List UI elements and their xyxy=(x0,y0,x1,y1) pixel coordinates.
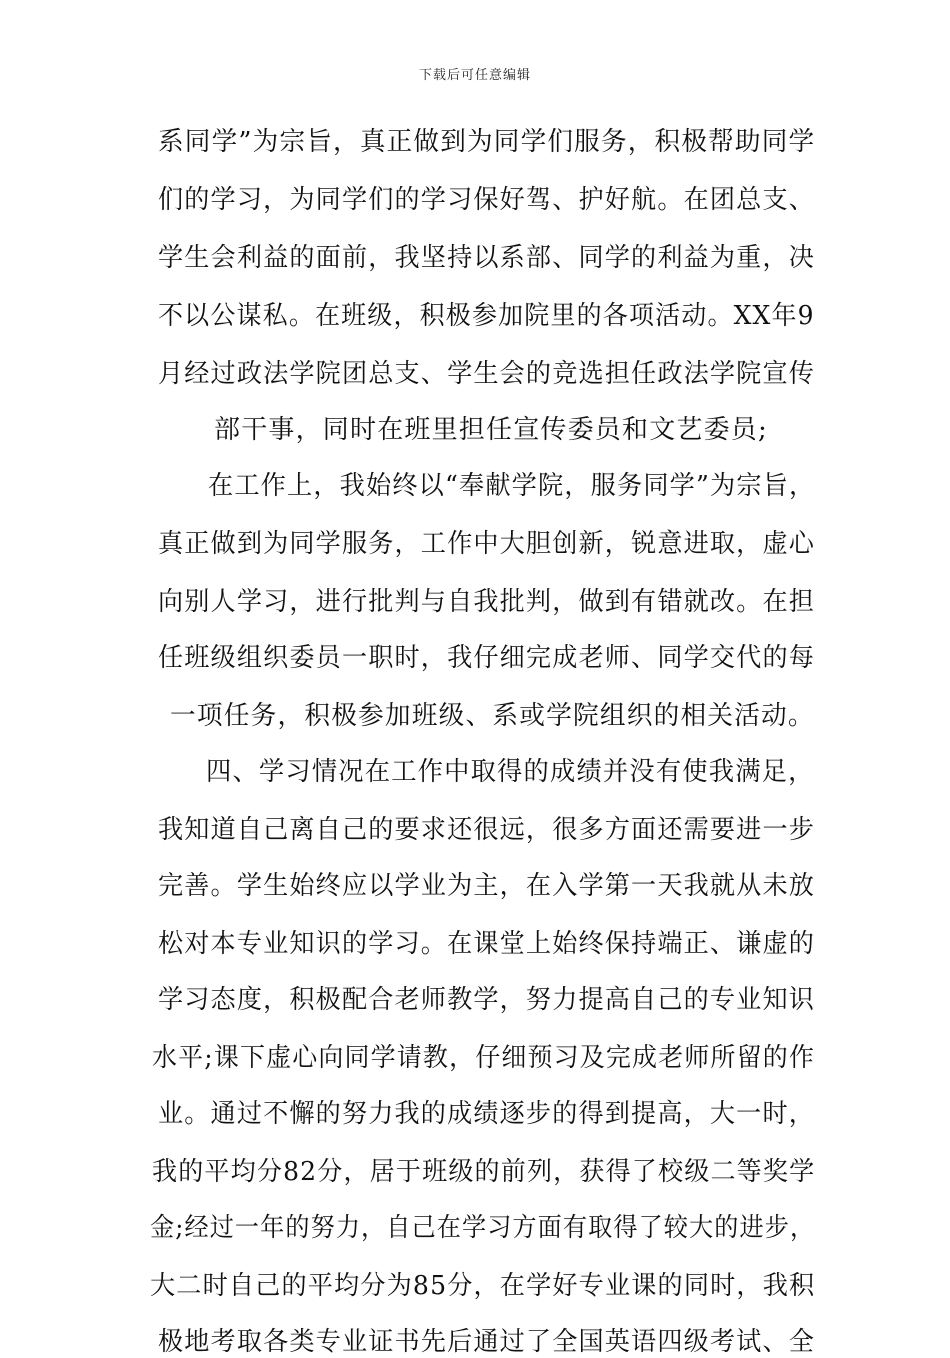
text-line: 业。通过不懈的努力我的成绩逐步的得到提高，大一时， xyxy=(158,1099,816,1129)
text-line: 极地考取各类专业证书先后通过了全国英语四级考试、全 xyxy=(158,1327,816,1357)
text-line: 学习态度，积极配合老师教学，努力提高自己的专业知识 xyxy=(158,985,816,1015)
text-line: 一项任务，积极参加班级、系或学院组织的相关活动。 xyxy=(170,701,815,731)
text-line: 们的学习，为同学们的学习保好驾、护好航。在团总支、 xyxy=(158,185,816,215)
text-line: 四、学习情况在工作中取得的成绩并没有使我满足， xyxy=(206,757,815,787)
text-line: 我知道自己离自己的要求还很远，很多方面还需要进一步 xyxy=(158,815,816,845)
text-line: 向别人学习，进行批判与自我批判，做到有错就改。在担 xyxy=(158,587,816,617)
text-line: 金;经过一年的努力，自己在学习方面有取得了较大的进步， xyxy=(150,1213,816,1243)
text-line: 不以公谋私。在班级，积极参加院里的各项活动。XX年9 xyxy=(158,301,815,331)
text-line: 大二时自己的平均分为85分，在学好专业课的同时，我积 xyxy=(150,1271,816,1301)
text-line: 在工作上，我始终以“奉献学院，服务同学”为宗旨， xyxy=(208,471,816,501)
text-line: 任班级组织委员一职时，我仔细完成老师、同学交代的每 xyxy=(158,643,816,673)
text-line: 完善。学生始终应以学业为主，在入学第一天我就从未放 xyxy=(158,871,816,901)
page-header-note: 下载后可任意编辑 xyxy=(418,68,531,83)
text-line: 月经过政法学院团总支、学生会的竞选担任政法学院宣传 xyxy=(158,359,816,389)
text-line: 学生会利益的面前，我坚持以系部、同学的利益为重，决 xyxy=(158,243,816,273)
text-line: 真正做到为同学服务，工作中大胆创新，锐意进取，虚心 xyxy=(158,529,816,559)
text-line: 松对本专业知识的学习。在课堂上始终保持端正、谦虚的 xyxy=(158,929,816,959)
text-line: 我的平均分82分，居于班级的前列，获得了校级二等奖学 xyxy=(152,1157,816,1187)
text-line: 系同学”为宗旨，真正做到为同学们服务，积极帮助同学 xyxy=(158,127,816,157)
text-line: 部干事，同时在班里担任宣传委员和文艺委员; xyxy=(214,415,768,445)
text-line: 水平;课下虚心向同学请教，仔细预习及完成老师所留的作 xyxy=(152,1043,815,1073)
